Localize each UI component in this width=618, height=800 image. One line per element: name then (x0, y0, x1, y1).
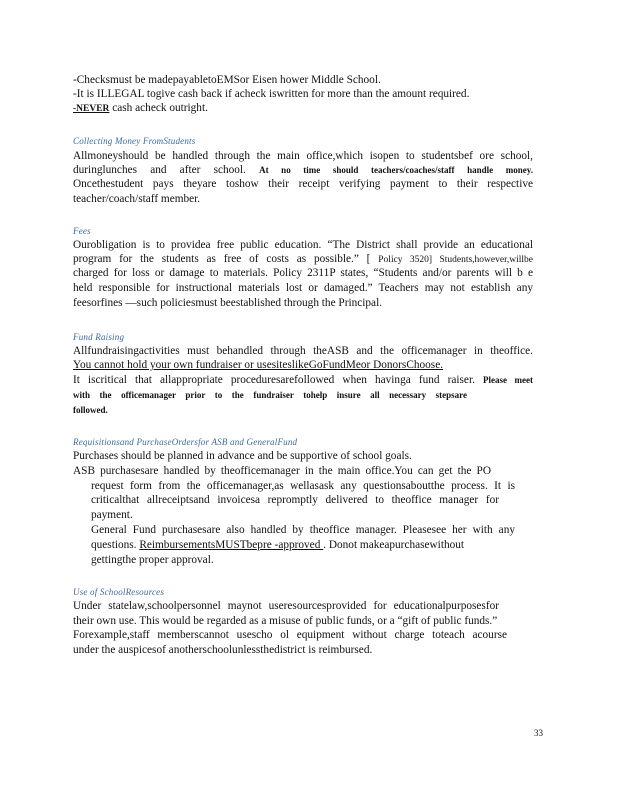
fees-line-2a: program for the students as free of costs as possible.” [ (73, 253, 379, 265)
collecting-line-3: Oncethestudent pays theyare toshow their receipt verifying payment to their respective (73, 178, 533, 190)
fund-line-1: Allfundraisingactivities must behandled through theASB and the officemanager in theoffice. (73, 345, 533, 357)
questions-text: questions. (91, 539, 140, 551)
collecting-money-heading: Collecting Money FromStudents (73, 136, 196, 146)
reimbursement-preapproval-rule: ReimbursementsMUSTbepre -approved (139, 539, 324, 551)
fund-raising-heading: Fund Raising (73, 332, 125, 342)
fees-line-4: held responsible for instructional materials lost or damaged.” Teachers may not establish any (73, 282, 533, 294)
never-emphasis: -NEVER (73, 104, 110, 114)
requisitions-line-8: gettingthe proper approval. (91, 554, 214, 566)
fund-line-4: with the officemanager prior to the fundraiser tohelp insure all necessary stepsare (73, 390, 467, 400)
fees-line-1: Ourobligation is to providea free public education. “The District shall provide an educational (73, 239, 533, 251)
resources-line-1: Under statelaw,schoolpersonnel maynot useresourcesprovided for educationalpurposesfor (73, 600, 499, 612)
requisitions-line-6: General Fund purchasesare also handled by theoffice manager. Pleasesee her with any (91, 524, 515, 536)
illegal-cash-back-line: -It is ILLEGAL togive cash back if acheck iswritten for more than the amount required. (73, 88, 470, 100)
no-purchase-without-text: . Donot makeapurchasewithout (323, 539, 465, 551)
collecting-line-4: teacher/coach/staff member. (73, 193, 201, 205)
no-personal-fundraiser-line: You cannot hold your own fundraiser or usesiteslikeGoFundMeor DonorsChoose. (73, 359, 444, 371)
requisitions-line-5: payment. (91, 509, 133, 521)
fund-line-3a: It iscritical that allappropriate proceduresarefollowed when havinga fund raiser. (73, 374, 483, 386)
collecting-line-2a: duringlunches and after school. (73, 164, 260, 176)
requisitions-line-3: request form from the officemanager,as wellasask any questionsaboutthe process. It is (91, 480, 515, 492)
fees-line-2 (73, 253, 533, 268)
requisitions-line-4: criticalthat allreceiptsand invoicesa repromptly delivered to theoffice manager for (91, 494, 499, 506)
resources-line-3: Forexample,staff memberscannot usescho ol equipment without charge toteach acourse (73, 629, 507, 641)
fees-heading: Fees (73, 226, 91, 236)
fund-line-5: followed. (73, 405, 108, 415)
check-payable-line: -Checksmust be madepayabletoEMSor Eisen hower Middle School. (73, 74, 381, 86)
requisitions-line-1: Purchases should be planned in advance and be supportive of school goals. (73, 450, 412, 462)
requisitions-line-2: ASB purchasesare handled by theofficemanager in the main office.You can get the PO (73, 465, 491, 477)
collecting-line-2 (73, 164, 533, 178)
collecting-line-1: Allmoneyshould be handled through the main office,which isopen to studentsbef ore school, (73, 150, 533, 162)
school-resources-heading: Use of SchoolResources (73, 587, 165, 597)
resources-line-2: their own use. This would be regarded as a misuse of public funds, or a “gift of public funds.” (73, 615, 498, 627)
page-number: 33 (534, 728, 543, 738)
fund-line-3 (73, 374, 533, 388)
please-meet-text: Please meet (483, 375, 533, 385)
resources-line-4: under the auspicesof anotherschoolunlessthedistrict is reimbursed. (73, 644, 373, 656)
never-cash-check-text: cash acheck outright. (109, 102, 208, 114)
fees-line-5: feesorfines —such policiesmust beestablished through the Principal. (73, 297, 383, 309)
requisitions-heading: Requisitionsand PurchaseOrdersfor ASB and GeneralFund (73, 437, 298, 447)
policy-3520-ref: Policy 3520] Students,however,willbe (378, 255, 533, 265)
never-cash-check-line (73, 102, 533, 117)
fees-line-3: charged for loss or damage to materials. Policy 2311P states, “Students and/or parents will b e (73, 267, 533, 279)
requisitions-line-7 (91, 539, 515, 553)
no-money-handling-rule: At no time should teachers/coaches/staff handle money. (259, 165, 533, 175)
